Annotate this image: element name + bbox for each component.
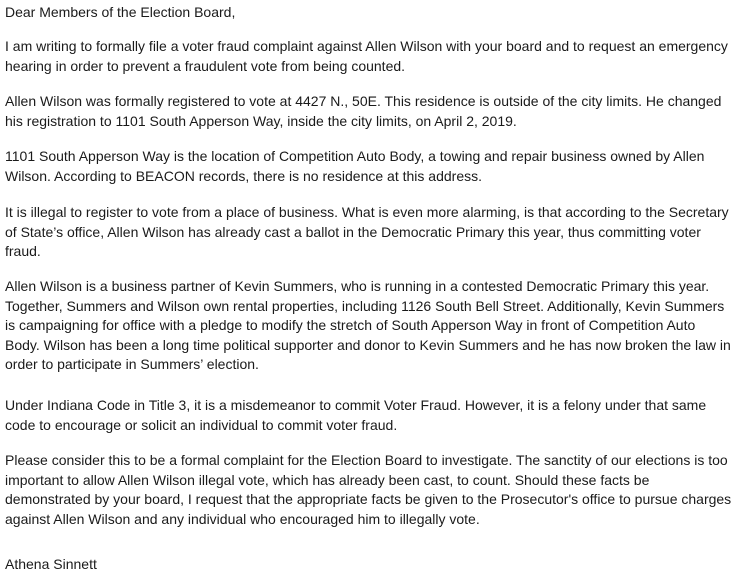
paragraph-line: Allen Wilson was formally registered to vote at 4427 N., 50E. This residence is outside of the city limits. He changed [5,93,722,109]
letter-greeting: Dear Members of the Election Board, [5,4,236,20]
paragraph-line: Body. Wilson has been a long time political supporter and donor to Kevin Summers and he has now broken the law in [5,336,731,353]
paragraph-3 [5,147,704,186]
paragraph-line: fraud. [5,243,41,260]
paragraph-line: Wilson. According to BEACON records, there is no residence at this address. [5,167,482,184]
paragraph-6 [5,396,706,435]
paragraph-line: code to encourage or solicit an individual to commit voter fraud. [5,416,398,433]
paragraph-4 [5,203,729,262]
paragraph-line: order to participate in Summers’ election. [5,356,259,373]
paragraph-5 [5,277,731,375]
letter-signature: Athena Sinnett [5,556,97,572]
paragraph-1 [5,37,728,76]
paragraph-2 [5,92,721,131]
paragraph-line: important to allow Allen Wilson illegal vote, which has already been cast, to count. Should these facts be [5,471,650,488]
paragraph-line: hearing in order to prevent a fraudulent vote from being counted. [5,57,406,74]
paragraph-line: demonstrated by your board, I request that the appropriate facts be given to the Prosecutor's office to pursue charges [5,491,732,508]
paragraph-line: against Allen Wilson and any individual who encouraged him to illegally vote. [5,510,480,527]
paragraph-line: his registration to 1101 South Apperson Way, inside the city limits, on April 2, 2019. [5,112,517,129]
paragraph-line: It is illegal to register to vote from a place of business. What is even more alarming, is that according to the Secretary [5,204,729,220]
paragraph-line: I am writing to formally file a voter fraud complaint against Allen Wilson with your board and to request an emergency [5,38,728,54]
paragraph-line: Please consider this to be a formal complaint for the Election Board to investigate. The sanctity of our elections is too [5,452,728,468]
paragraph-line: of State’s office, Allen Wilson has already cast a ballot in the Democratic Primary this year, thus committing voter [5,223,701,240]
paragraph-line: is campaigning for office with a pledge to modify the stretch of South Apperson Way in front of Competition Auto [5,317,696,334]
paragraph-line: Together, Summers and Wilson own rental properties, including 1126 South Bell Street. Additionally, Kevin Summers [5,297,725,314]
paragraph-line: 1101 South Apperson Way is the location of Competition Auto Body, a towing and repair business owned by Allen [5,148,705,164]
paragraph-line: Under Indiana Code in Title 3, it is a misdemeanor to commit Voter Fraud. However, it is a felony under that same [5,397,707,413]
paragraph-7 [5,451,731,529]
paragraph-line: Allen Wilson is a business partner of Kevin Summers, who is running in a contested Democratic Primary this year. [5,278,710,294]
